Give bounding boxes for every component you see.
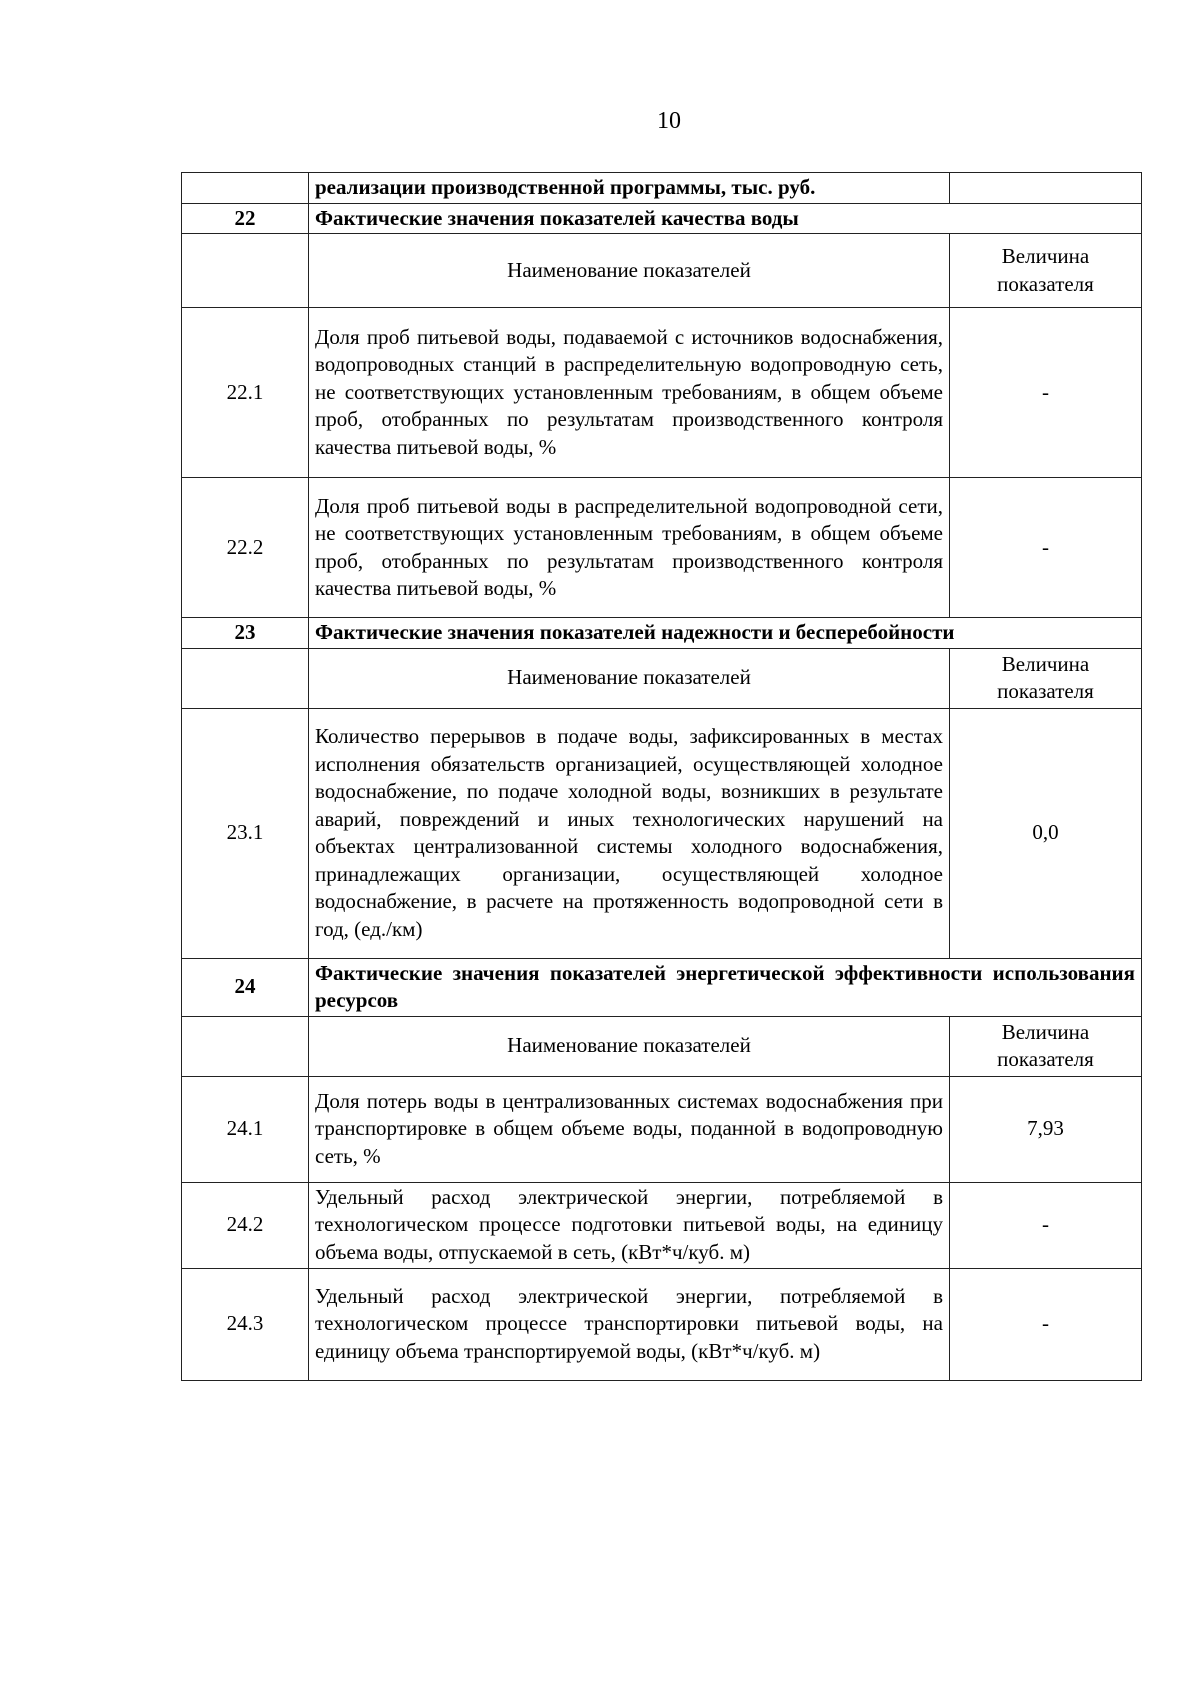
column-header-value: Величина показателя bbox=[950, 648, 1142, 708]
indicator-name: Доля потерь воды в централизованных системах водоснабжения при транспортировке в общем объеме воды, поданной в водопроводную сеть, % bbox=[309, 1076, 950, 1182]
indicators-table bbox=[181, 172, 1142, 1381]
section-number: 23 bbox=[182, 618, 309, 649]
section-title: Фактические значения показателей энергетической эффективности использования ресурсов bbox=[309, 958, 1142, 1016]
row-number: 24.2 bbox=[182, 1182, 309, 1268]
empty-cell bbox=[182, 173, 309, 204]
indicator-value: - bbox=[950, 478, 1142, 618]
empty-cell bbox=[182, 648, 309, 708]
column-header-name: Наименование показателей bbox=[309, 648, 950, 708]
empty-cell bbox=[182, 234, 309, 308]
section-number: 24 bbox=[182, 958, 309, 1016]
row-number: 22.1 bbox=[182, 308, 309, 478]
empty-cell bbox=[182, 1016, 309, 1076]
indicator-value: - bbox=[950, 308, 1142, 478]
section-24-column-header-row bbox=[182, 1016, 1142, 1076]
table-row bbox=[182, 1268, 1142, 1380]
indicator-name: Доля проб питьевой воды, подаваемой с источников водоснабжения, водопроводных станций в распределительную водопроводную сеть, не соответствующих установленным требованиям, в общем объеме проб, отобранных по результатам производственного контроля качества питьевой воды, % bbox=[309, 308, 950, 478]
column-header-value: Величина показателя bbox=[950, 1016, 1142, 1076]
indicator-value: 0,0 bbox=[950, 708, 1142, 958]
table-row bbox=[182, 1182, 1142, 1268]
column-header-value: Величина показателя bbox=[950, 234, 1142, 308]
indicator-value: - bbox=[950, 1268, 1142, 1380]
row-number: 22.2 bbox=[182, 478, 309, 618]
indicator-name: Удельный расход электрической энергии, потребляемой в технологическом процессе подготовки питьевой воды, на единицу объема воды, отпускаемой в сеть, (кВт*ч/куб. м) bbox=[309, 1182, 950, 1268]
continuation-text: реализации производственной программы, тыс. руб. bbox=[309, 173, 950, 204]
indicator-value: - bbox=[950, 1182, 1142, 1268]
table-row bbox=[182, 1076, 1142, 1182]
section-22-column-header-row bbox=[182, 234, 1142, 308]
column-header-name: Наименование показателей bbox=[309, 1016, 950, 1076]
table-row bbox=[182, 708, 1142, 958]
table-row bbox=[182, 308, 1142, 478]
row-number: 23.1 bbox=[182, 708, 309, 958]
section-24-heading-row bbox=[182, 958, 1142, 1016]
table-row bbox=[182, 478, 1142, 618]
section-23-column-header-row bbox=[182, 648, 1142, 708]
empty-cell bbox=[950, 173, 1142, 204]
indicator-name: Количество перерывов в подаче воды, зафиксированных в местах исполнения обязательств организацией, осуществляющей холодное водоснабжение, по подаче холодной воды, возникших в результате аварий, повреждений и иных технологических нарушений на объектах централизованной системы холодного водоснабжения, принадлежащих организации, осуществляющей холодное водоснабжение, в расчете на протяженность водопроводной сети в год, (ед./км) bbox=[309, 708, 950, 958]
indicator-name: Удельный расход электрической энергии, потребляемой в технологическом процессе транспортировки питьевой воды, на единицу объема транспортируемой воды, (кВт*ч/куб. м) bbox=[309, 1268, 950, 1380]
column-header-name: Наименование показателей bbox=[309, 234, 950, 308]
row-number: 24.1 bbox=[182, 1076, 309, 1182]
indicator-value: 7,93 bbox=[950, 1076, 1142, 1182]
indicator-name: Доля проб питьевой воды в распределительной водопроводной сети, не соответствующих установленным требованиям, в общем объеме проб, отобранных по результатам производственного контроля качества питьевой воды, % bbox=[309, 478, 950, 618]
section-title: Фактические значения показателей качества воды bbox=[309, 203, 1142, 234]
page-number: 10 bbox=[657, 108, 681, 134]
section-22-heading-row bbox=[182, 203, 1142, 234]
section-title: Фактические значения показателей надежности и бесперебойности bbox=[309, 618, 1142, 649]
section-23-heading-row bbox=[182, 618, 1142, 649]
row-number: 24.3 bbox=[182, 1268, 309, 1380]
table-row-continuation bbox=[182, 173, 1142, 204]
section-number: 22 bbox=[182, 203, 309, 234]
